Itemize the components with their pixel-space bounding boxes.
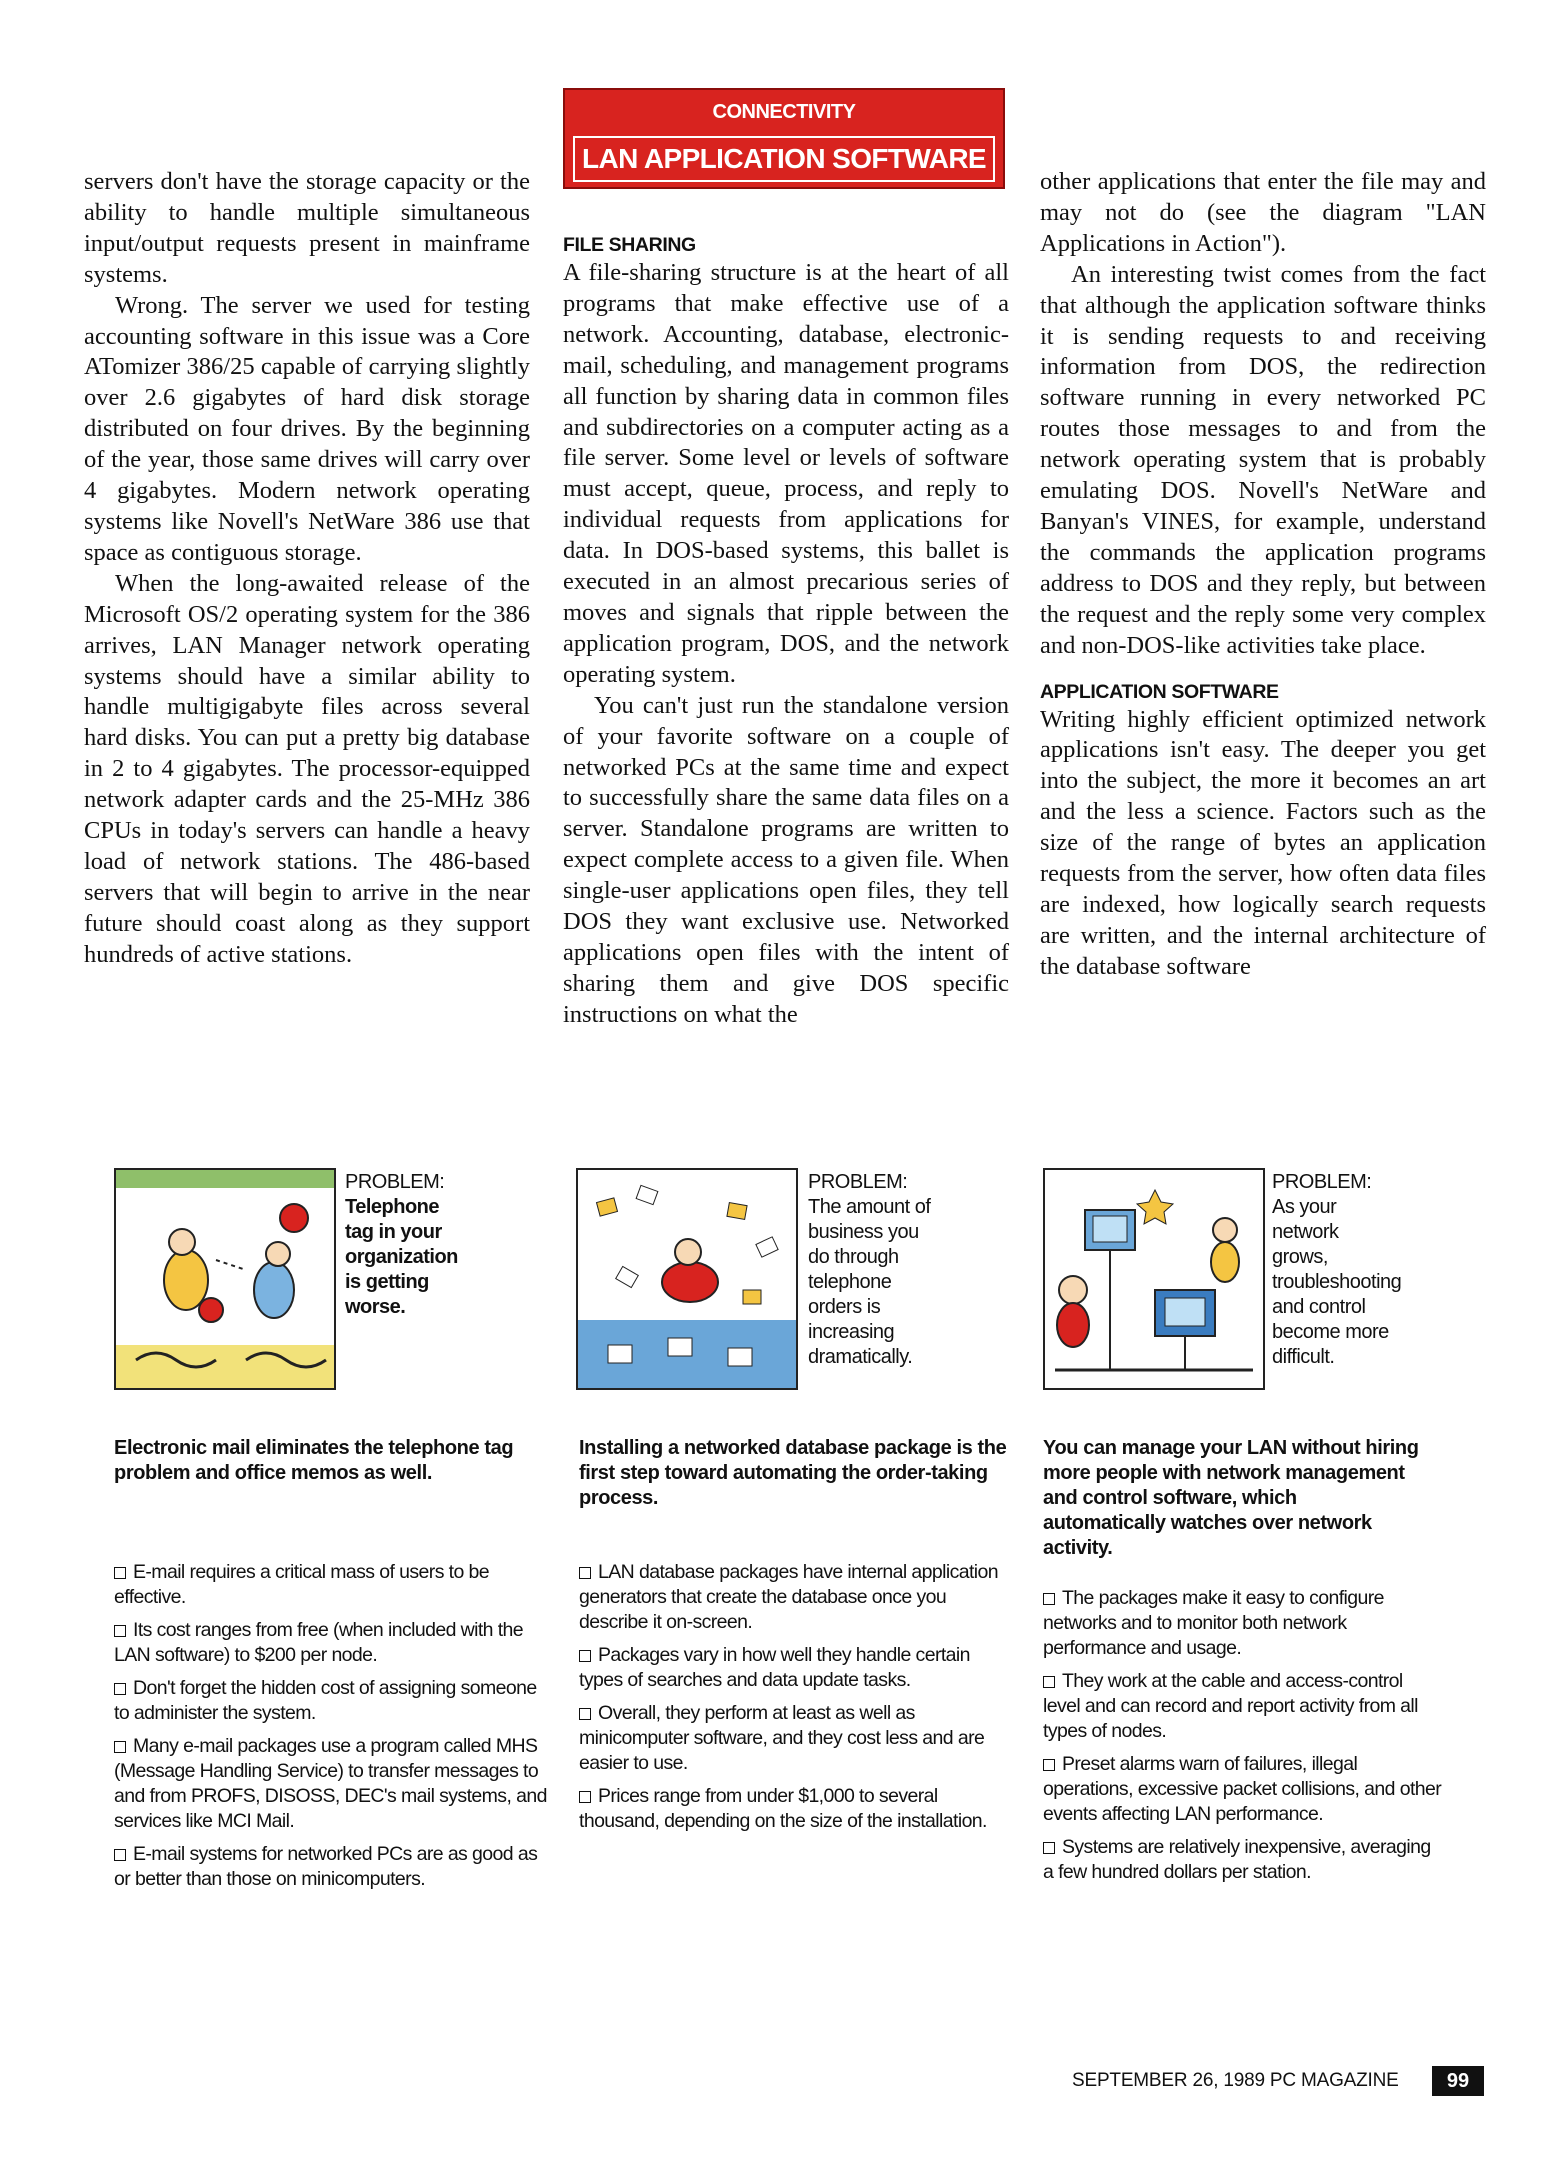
orders-cartoon-icon [578, 1170, 796, 1388]
list-item: Overall, they perform at least as well as minicomputer software, and they cost less and are easier to use. [579, 1701, 1014, 1776]
order-pileup-cartoon [576, 1168, 798, 1390]
bullet-list-1 [114, 1560, 549, 1900]
phone-cartoon-icon [116, 1170, 334, 1388]
list-item: Don't forget the hidden cost of assigning someone to administer the system. [114, 1676, 549, 1726]
page-number: 99 [1432, 2066, 1484, 2096]
list-item: They work at the cable and access-control level and can record and report activity from all types of nodes. [1043, 1669, 1443, 1744]
network-cartoon-icon [1045, 1170, 1263, 1388]
section-heading: APPLICATION SOFTWARE [1040, 680, 1279, 703]
article-column-3 [1040, 167, 1486, 983]
paragraph: Writing highly efficient optimized network applications isn't easy. The deeper you get into the subject, the more it becomes an art and the less a science. Factors such as the size of the range of bytes an application requests from the server, how often data files are indexed, how logically search requests are written, and the internal architecture of the database software [1040, 705, 1486, 980]
list-item: Packages vary in how well they handle certain types of searches and data update tasks. [579, 1643, 1014, 1693]
paragraph: other applications that enter the file may and may not do (see the diagram "LAN Applications in Action"). [1040, 168, 1486, 257]
list-item: Prices range from under $1,000 to several thousand, depending on the size of the installation. [579, 1784, 1014, 1834]
paragraph: When the long-awaited release of the Microsoft OS/2 operating system for the 386 arrives, LAN Manager network operating systems should have a similar ability to handle multigigabyte files across several hard disks. You can put a pretty big database in 2 to 4 gigabytes. The processor-equipped network adapter cards and the 25-MHz 386 CPUs in today's servers can handle a heavy load of network stations. The 486-based servers that will begin to arrive in the near future should coast along as they support hundreds of active stations. [84, 569, 530, 968]
paragraph: servers don't have the storage capacity or the ability to handle multiple simultaneous input/output requests present in mainframe systems. [84, 168, 530, 288]
problem-statement-3: PROBLEM: As your network grows, troubleshooting and control become more difficult. [1272, 1171, 1402, 1368]
list-item: Many e-mail packages use a program called MHS (Message Handling Service) to transfer messages to and from PROFS, DISOSS, DEC's mail systems, and services like MCI Mail. [114, 1734, 549, 1834]
article-column-2 [563, 233, 1009, 1031]
list-item: The packages make it easy to configure networks and to monitor both network performance and usage. [1043, 1586, 1443, 1661]
page-title: LAN APPLICATION SOFTWARE [573, 136, 995, 182]
section-badge [563, 88, 1005, 189]
solution-lead-3: You can manage your LAN without hiring more people with network management and control software, which automatically watches over network activity. [1043, 1437, 1419, 1559]
list-item: E-mail systems for networked PCs are as good as or better than those on minicomputers. [114, 1842, 549, 1892]
paragraph: An interesting twist comes from the fact that although the application software thinks it is sending requests to and receiving information from DOS, the redirection software running in every networked PC routes those messages to and from the network operating system that is probably emulating DOS. Novell's NetWare and Banyan's VINES, for example, understand the commands the application programs address to DOS and they reply, but between the request and the reply some very complex and non-DOS-like activities take place. [1040, 260, 1486, 659]
network-trouble-cartoon [1043, 1168, 1265, 1390]
list-item: Preset alarms warn of failures, illegal operations, excessive packet collisions, and other events affecting LAN performance. [1043, 1753, 1442, 1825]
list-item: LAN database packages have internal application generators that create the database once you describe it on-screen. [579, 1560, 1014, 1635]
section-label: CONNECTIVITY [712, 101, 856, 123]
solution-lead-2: Installing a networked database package is the first step toward automating the order-taking process. [579, 1437, 1007, 1509]
paragraph: You can't just run the standalone version of your favorite software on a couple of networked PCs at the same time and expect to successfully share the same data files on a server. Standalone programs are written to expect complete access to a given file. When single-user applications open files, they tell DOS they want exclusive use. Networked applications open files with the intent of sharing them and give DOS specific instructions on what the [563, 691, 1009, 1028]
list-item: Its cost ranges from free (when included with the LAN software) to $200 per node. [114, 1618, 549, 1668]
paragraph: Wrong. The server we used for testing accounting software in this issue was a Core ATomizer 386/25 capable of carrying slightly over 2.6 gigabytes of hard disk storage distributed on four drives. By the beginning of the year, those same drives will carry over 4 gigabytes. Modern network operating systems like Novell's NetWare 386 use that space as contiguous storage. [84, 291, 530, 566]
problem-statement-1: PROBLEM: Telephone tag in your organization is getting worse. [345, 1171, 458, 1318]
issue-line: SEPTEMBER 26, 1989 PC MAGAZINE [1072, 2070, 1399, 2091]
list-item: Systems are relatively inexpensive, averaging a few hundred dollars per station. [1043, 1835, 1443, 1885]
bullet-list-2 [579, 1560, 1014, 1842]
list-item: E-mail requires a critical mass of users to be effective. [114, 1560, 549, 1610]
section-heading: FILE SHARING [563, 234, 696, 256]
solution-lead-1: Electronic mail eliminates the telephone tag problem and office memos as well. [114, 1437, 514, 1484]
problem-statement-2: PROBLEM: The amount of business you do through telephone orders is increasing dramatically. [808, 1171, 931, 1368]
article-column-1 [84, 167, 530, 971]
phone-tag-cartoon [114, 1168, 336, 1390]
bullet-list-3 [1043, 1586, 1443, 1893]
paragraph: A file-sharing structure is at the heart of all programs that make effective use of a network. Accounting, database, electronic-mail, scheduling, and management programs all function by sharing data in common files and subdirectories on a computer acting as a file server. Some level or levels of software must accept, queue, process, and reply to individual requests from applications for data. In DOS-based systems, this ballet is executed in an almost precarious series of moves and signals that ripple between the application program, DOS, and the network operating system. [563, 259, 1009, 688]
